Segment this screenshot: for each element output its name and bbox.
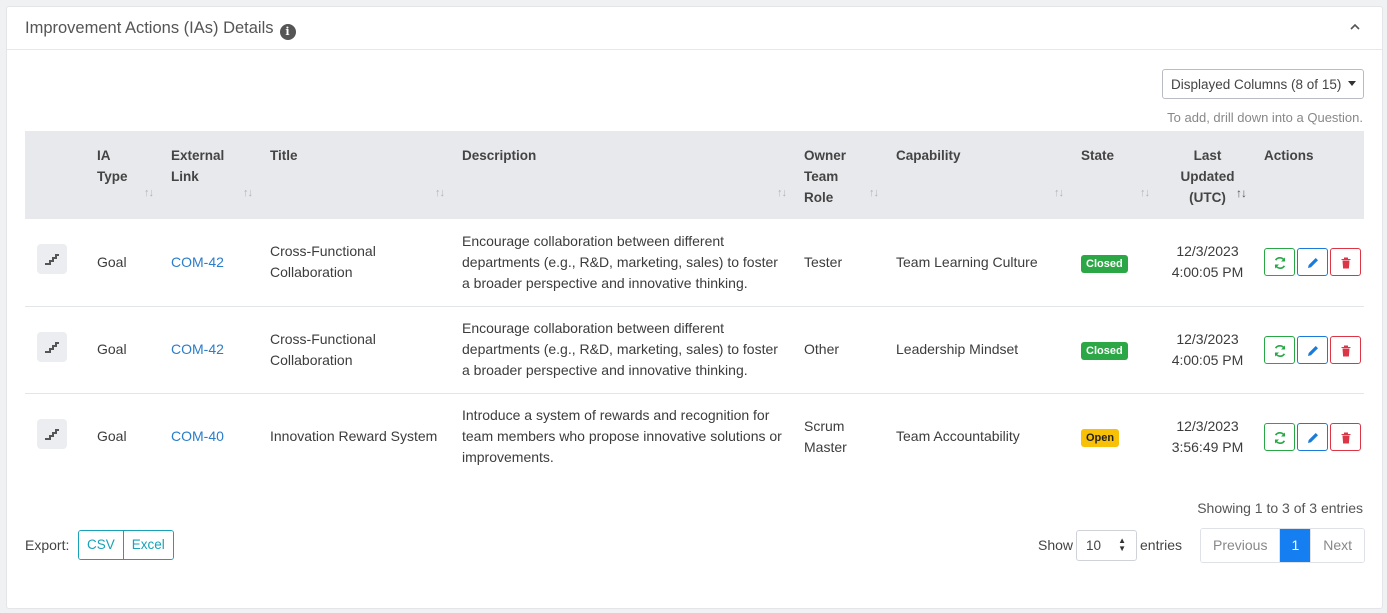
info-icon[interactable]: i <box>280 24 296 40</box>
delete-button[interactable] <box>1330 423 1361 451</box>
card-header <box>7 7 1382 50</box>
card-title <box>25 19 296 40</box>
refresh-icon <box>1273 256 1287 270</box>
capability-cell: Leadership Mindset <box>896 341 1019 357</box>
external-link[interactable]: COM-42 <box>171 253 224 270</box>
refresh-button[interactable] <box>1264 336 1295 364</box>
displayed-columns-button[interactable] <box>1162 69 1364 99</box>
header-icon <box>25 131 89 219</box>
description-cell: Introduce a system of rewards and recognition for team members who propose innovative solutions or improvements. <box>462 407 782 466</box>
title-cell: Innovation Reward System <box>270 428 438 445</box>
goal-icon <box>37 244 67 274</box>
select-arrows-icon: ▲ ▼ <box>1118 536 1126 553</box>
last-updated-cell: 12/3/2023 4:00:05 PM <box>1171 243 1244 281</box>
status-badge: Open <box>1081 429 1119 447</box>
goal-icon <box>37 419 67 449</box>
export-button-group <box>78 530 174 560</box>
entries-label: entries <box>1140 537 1183 553</box>
delete-button[interactable] <box>1330 248 1361 276</box>
header-external-link[interactable]: External Link ↑↓ <box>163 131 262 219</box>
table-row <box>25 393 1364 480</box>
ia-details-card <box>6 6 1383 609</box>
header-description[interactable]: Description ↑↓ <box>454 131 796 219</box>
owner-role-cell: Tester <box>804 253 843 270</box>
page-length-value: 10 <box>1086 538 1102 553</box>
ia-type-cell: Goal <box>97 341 127 357</box>
card-title-text: Improvement Actions (IAs) Details <box>25 19 274 37</box>
edit-button[interactable] <box>1297 423 1328 451</box>
title-cell: Cross-Functional Collaboration <box>270 330 376 368</box>
displayed-columns-label: Displayed Columns (8 of 15) <box>1171 76 1342 92</box>
refresh-button[interactable] <box>1264 248 1295 276</box>
pencil-icon <box>1306 256 1320 270</box>
refresh-button[interactable] <box>1264 423 1295 451</box>
export-excel-button[interactable]: Excel <box>123 531 173 559</box>
ia-type-cell: Goal <box>97 253 127 270</box>
edit-button[interactable] <box>1297 336 1328 364</box>
sort-icon: ↑↓ <box>144 187 153 199</box>
status-badge: Closed <box>1081 255 1128 273</box>
trash-icon <box>1339 256 1353 270</box>
capability-cell: Team Accountability <box>896 428 1020 445</box>
sort-desc-icon: ↑↓ <box>1236 186 1246 200</box>
status-badge: Closed <box>1081 342 1128 360</box>
pencil-icon <box>1306 344 1320 358</box>
goal-icon <box>37 332 67 362</box>
capability-cell: Team Learning Culture <box>896 253 1038 270</box>
delete-button[interactable] <box>1330 336 1361 364</box>
description-cell: Encourage collaboration between different departments (e.g., R&D, marketing, sales) to foster a broader perspective and innovative thinking. <box>462 232 778 291</box>
caret-down-icon <box>1348 81 1356 86</box>
description-cell: Encourage collaboration between different departments (e.g., R&D, marketing, sales) to foster a broader perspective and innovative thinking. <box>462 320 778 378</box>
drill-down-hint: To add, drill down into a Question. <box>1167 110 1363 125</box>
page-length-select[interactable] <box>1076 530 1137 561</box>
showing-entries-info: Showing 1 to 3 of 3 entries <box>1197 500 1363 516</box>
ia-table <box>25 131 1364 480</box>
sort-icon: ↑↓ <box>869 187 878 199</box>
ia-type-cell: Goal <box>97 428 127 445</box>
sort-icon: ↑↓ <box>243 187 252 199</box>
pagination <box>1200 528 1365 563</box>
show-label: Show <box>1038 537 1074 553</box>
header-actions: Actions <box>1264 148 1314 163</box>
title-cell: Cross-Functional Collaboration <box>270 243 376 281</box>
table-header-row <box>25 131 1364 219</box>
refresh-icon <box>1273 344 1287 358</box>
header-ia-type[interactable]: IA Type ↑↓ <box>89 131 163 219</box>
trash-icon <box>1339 431 1353 445</box>
external-link[interactable]: COM-40 <box>171 428 224 445</box>
sort-icon: ↑↓ <box>777 187 786 199</box>
trash-icon <box>1339 344 1353 358</box>
header-last-updated[interactable]: Last Updated (UTC) ↑↓ <box>1180 148 1246 205</box>
refresh-icon <box>1273 431 1287 445</box>
table-row <box>25 219 1364 306</box>
header-capability[interactable]: Capability ↑↓ <box>888 131 1073 219</box>
next-page-button[interactable]: Next <box>1310 529 1364 562</box>
external-link[interactable]: COM-42 <box>171 341 224 357</box>
page-1-button[interactable]: 1 <box>1279 529 1310 562</box>
sort-icon: ↑↓ <box>435 187 444 199</box>
last-updated-cell: 12/3/2023 3:56:49 PM <box>1171 417 1244 455</box>
header-state[interactable]: State ↑↓ <box>1073 131 1159 219</box>
table-row <box>25 306 1364 393</box>
sort-icon: ↑↓ <box>1054 187 1063 199</box>
chevron-up-icon[interactable] <box>1348 20 1362 34</box>
header-owner-team-role[interactable]: Owner Team Role ↑↓ <box>804 148 878 205</box>
edit-button[interactable] <box>1297 248 1328 276</box>
last-updated-cell: 12/3/2023 4:00:05 PM <box>1171 330 1244 368</box>
export-csv-button[interactable]: CSV <box>79 531 123 559</box>
previous-page-button[interactable]: Previous <box>1201 529 1279 562</box>
owner-role-cell: Other <box>804 341 840 357</box>
pencil-icon <box>1306 431 1320 445</box>
header-title[interactable]: Title ↑↓ <box>262 131 454 219</box>
export-label: Export: <box>25 537 70 553</box>
owner-role-cell: Scrum Master <box>804 417 847 455</box>
sort-icon: ↑↓ <box>1140 187 1149 199</box>
